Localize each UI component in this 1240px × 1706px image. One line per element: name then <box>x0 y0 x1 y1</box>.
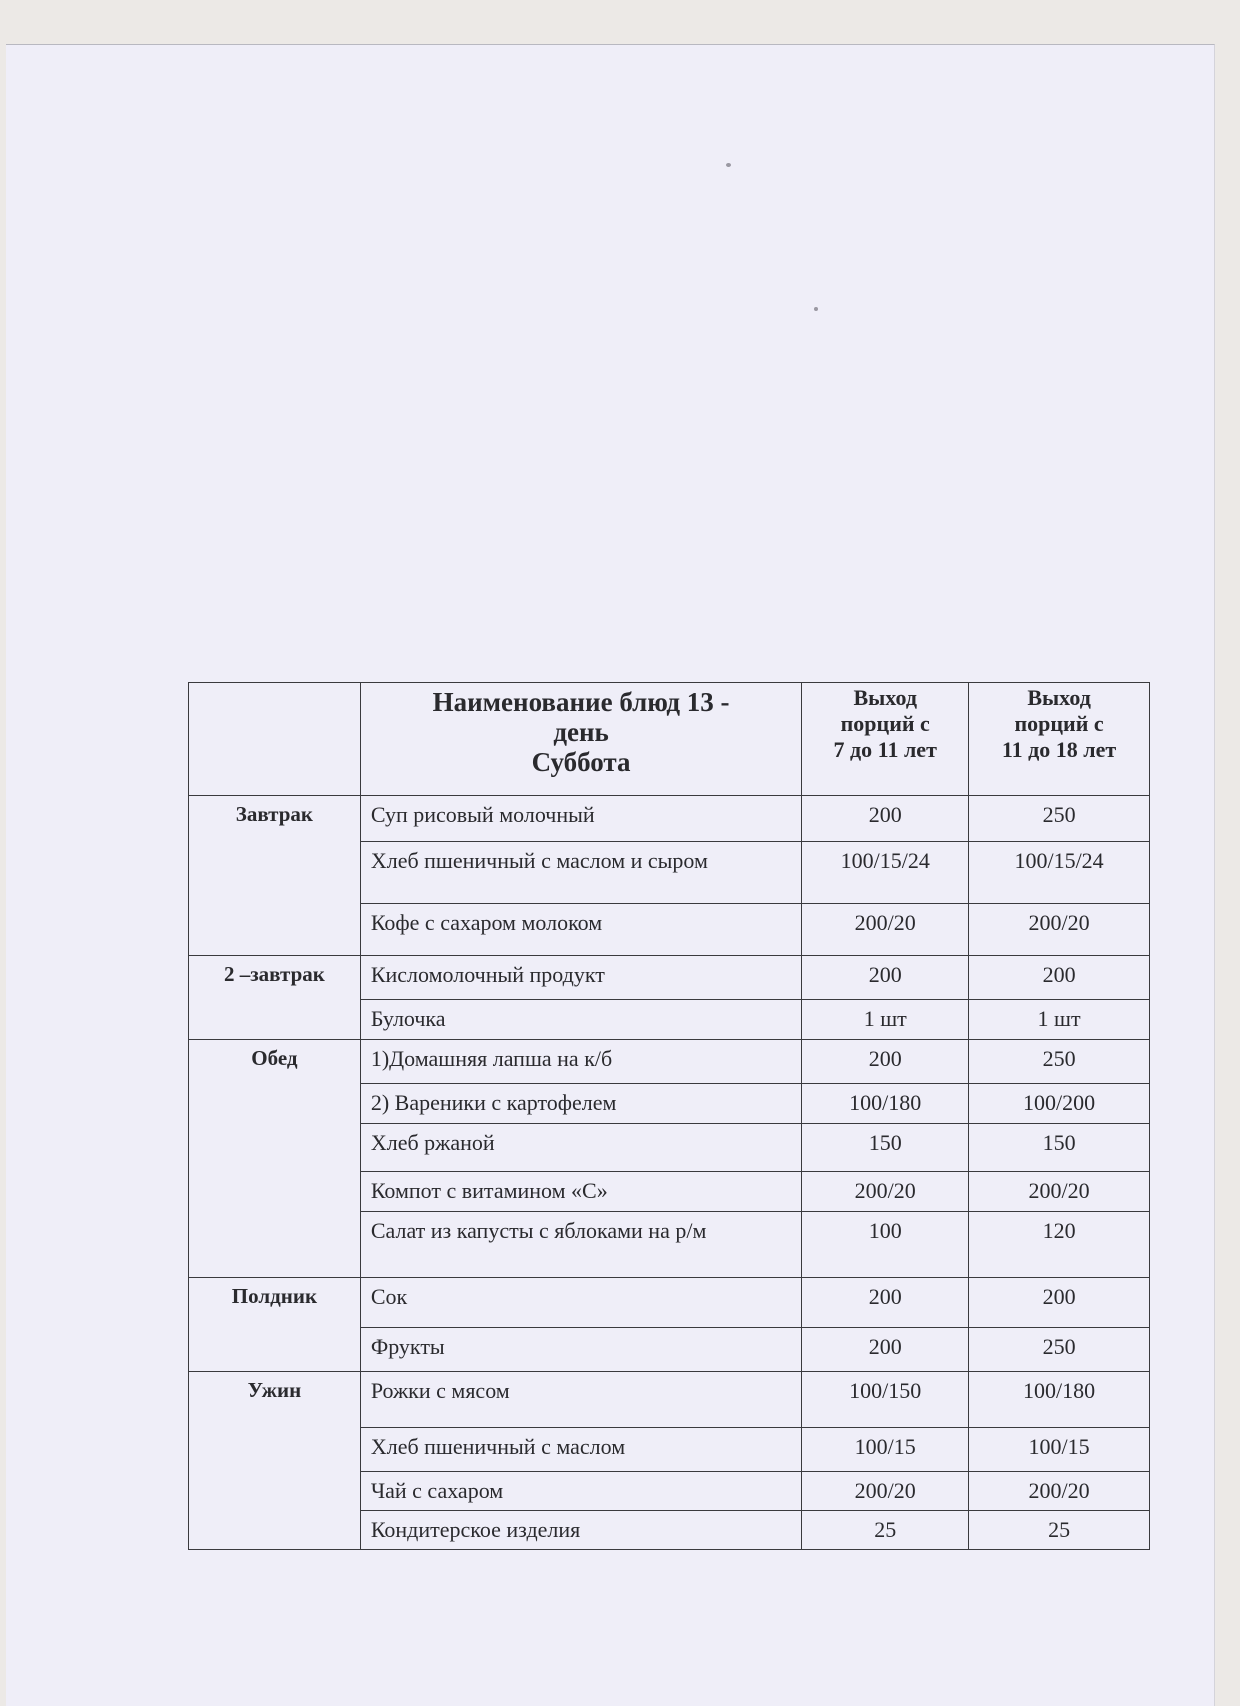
header-meal-cell <box>189 683 361 796</box>
dish-name: Фрукты <box>360 1328 801 1372</box>
dish-name: Чай с сахаром <box>360 1472 801 1511</box>
menu-row <box>189 1372 1150 1428</box>
menu-body <box>189 796 1150 1550</box>
yield-11-18: 100/200 <box>969 1084 1150 1124</box>
dish-name: Хлеб пшеничный с маслом и сыром <box>360 842 801 904</box>
yield-11-18: 250 <box>969 796 1150 842</box>
header-row <box>189 683 1150 796</box>
yield-11-18: 25 <box>969 1511 1150 1550</box>
yield-7-11: 100/180 <box>802 1084 969 1124</box>
menu-row <box>189 1040 1150 1084</box>
dish-name: Сок <box>360 1278 801 1328</box>
yield-11-18: 100/15/24 <box>969 842 1150 904</box>
yield-11-18: 200 <box>969 1278 1150 1328</box>
dish-name: Хлеб ржаной <box>360 1124 801 1172</box>
yield-7-11: 200 <box>802 796 969 842</box>
header-day: Суббота <box>531 747 631 777</box>
yield-7-11: 200 <box>802 1040 969 1084</box>
dish-name: Суп рисовый молочный <box>360 796 801 842</box>
dish-name: Кондитерское изделия <box>360 1511 801 1550</box>
yield-7-11: 25 <box>802 1511 969 1550</box>
dish-name: Хлеб пшеничный с маслом <box>360 1428 801 1472</box>
scan-speck <box>726 163 731 167</box>
yield-11-18: 200 <box>969 956 1150 1000</box>
menu-row <box>189 1278 1150 1328</box>
dish-name: 1)Домашняя лапша на к/б <box>360 1040 801 1084</box>
yield-11-18: 120 <box>969 1212 1150 1278</box>
header-yield-7-11 <box>802 683 969 796</box>
dish-name: Компот с витамином «С» <box>360 1172 801 1212</box>
header-dish-name <box>360 683 801 796</box>
meal-name: Полдник <box>189 1278 361 1372</box>
meal-name: Завтрак <box>189 796 361 956</box>
dish-name: Салат из капусты с яблоками на р/м <box>360 1212 801 1278</box>
meal-name: 2 –завтрак <box>189 956 361 1040</box>
yield-11-18: 250 <box>969 1040 1150 1084</box>
meal-name: Ужин <box>189 1372 361 1550</box>
yield-7-11: 150 <box>802 1124 969 1172</box>
dish-name: 2) Вареники с картофелем <box>360 1084 801 1124</box>
meal-name: Обед <box>189 1040 361 1278</box>
dish-name: Рожки с мясом <box>360 1372 801 1428</box>
menu-table <box>188 682 1150 1550</box>
yield-11-18: 200/20 <box>969 1472 1150 1511</box>
yield-7-11: 100/150 <box>802 1372 969 1428</box>
yield-7-11: 100 <box>802 1212 969 1278</box>
scan-speck <box>814 307 818 311</box>
header-line: Наименование блюд 13 - <box>432 687 730 717</box>
header-line: Выход <box>853 685 917 710</box>
yield-7-11: 200 <box>802 956 969 1000</box>
header-yield-11-18 <box>969 683 1150 796</box>
yield-11-18: 1 шт <box>969 1000 1150 1040</box>
yield-7-11: 200/20 <box>802 1172 969 1212</box>
yield-7-11: 200/20 <box>802 1472 969 1511</box>
yield-11-18: 200/20 <box>969 904 1150 956</box>
header-line: день <box>553 717 609 747</box>
yield-7-11: 100/15 <box>802 1428 969 1472</box>
yield-11-18: 250 <box>969 1328 1150 1372</box>
header-line: 7 до 11 лет <box>833 737 937 762</box>
header-line: Выход <box>1027 685 1091 710</box>
yield-7-11: 200 <box>802 1328 969 1372</box>
yield-7-11: 1 шт <box>802 1000 969 1040</box>
yield-7-11: 200 <box>802 1278 969 1328</box>
header-line: 11 до 18 лет <box>1001 737 1117 762</box>
menu-row <box>189 956 1150 1000</box>
yield-7-11: 200/20 <box>802 904 969 956</box>
dish-name: Кофе с сахаром молоком <box>360 904 801 956</box>
menu-row <box>189 796 1150 842</box>
header-line: порций с <box>840 711 930 736</box>
header-line: порций с <box>1014 711 1104 736</box>
yield-11-18: 100/15 <box>969 1428 1150 1472</box>
yield-11-18: 100/180 <box>969 1372 1150 1428</box>
dish-name: Кисломолочный продукт <box>360 956 801 1000</box>
yield-7-11: 100/15/24 <box>802 842 969 904</box>
yield-11-18: 150 <box>969 1124 1150 1172</box>
dish-name: Булочка <box>360 1000 801 1040</box>
yield-11-18: 200/20 <box>969 1172 1150 1212</box>
